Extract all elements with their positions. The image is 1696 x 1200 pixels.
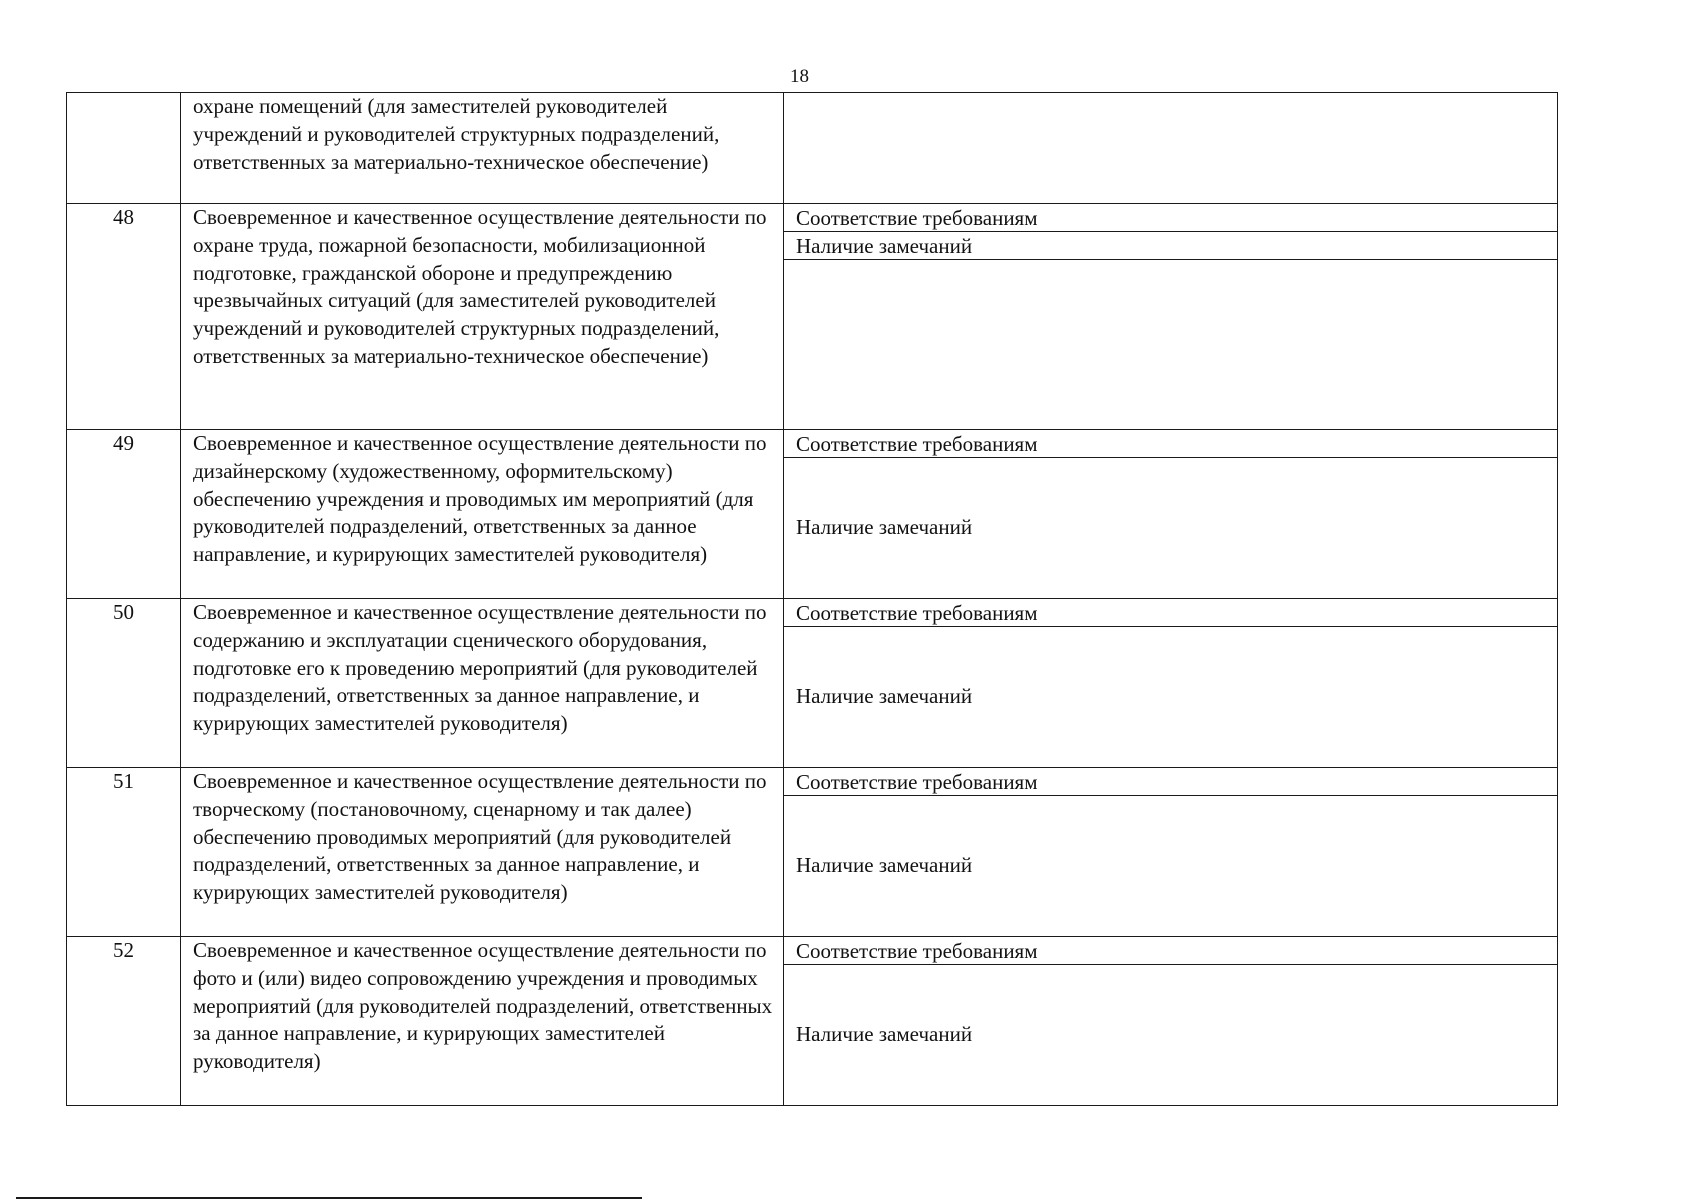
row-number: 52 bbox=[113, 938, 134, 962]
row-description: Своевременное и качественное осуществление деятельности по фото и (или) видео сопровождению учреждения и проводимых мероприятий (для руководителей подразделений, ответственных за данное направление, и курирующих заместителей руководителя) bbox=[193, 938, 773, 1074]
row-criteria-cell bbox=[784, 768, 1558, 937]
row-description-cell bbox=[181, 937, 784, 1106]
criteria-box bbox=[784, 204, 1557, 429]
row-criteria-cell bbox=[784, 93, 1558, 204]
criterion-remarks: Наличие замечаний bbox=[796, 684, 973, 709]
table-row bbox=[67, 937, 1558, 1106]
criterion-remarks: Наличие замечаний bbox=[796, 515, 973, 540]
row-description-cell bbox=[181, 768, 784, 937]
criteria-box bbox=[784, 599, 1557, 767]
criterion-compliance: Соответствие требованиям bbox=[784, 204, 1557, 232]
row-number-cell bbox=[67, 430, 181, 599]
page-number: 18 bbox=[790, 66, 809, 87]
criterion-remarks: Наличие замечаний bbox=[796, 853, 973, 878]
row-description: Своевременное и качественное осуществление деятельности по содержанию и эксплуатации сценического оборудования, подготовке его к проведению мероприятий (для руководителей подразделений, ответственных за данное направление, и курирующих заместителей руководителя) bbox=[193, 600, 767, 736]
criteria-box bbox=[784, 430, 1557, 598]
row-number: 48 bbox=[113, 205, 134, 229]
criterion-remarks: Наличие замечаний bbox=[784, 232, 1557, 260]
criterion-remarks: Наличие замечаний bbox=[796, 1022, 973, 1047]
row-number: 51 bbox=[113, 769, 134, 793]
row-description: охране помещений (для заместителей руководителей учреждений и руководителей структурных подразделений, ответственных за материально-техническое обеспечение) bbox=[193, 94, 720, 174]
row-number-cell bbox=[67, 204, 181, 430]
row-criteria-cell bbox=[784, 204, 1558, 430]
row-number: 49 bbox=[113, 431, 134, 455]
criteria-box bbox=[784, 768, 1557, 936]
row-criteria-cell bbox=[784, 599, 1558, 768]
table-row bbox=[67, 430, 1558, 599]
row-number-cell bbox=[67, 93, 181, 204]
row-number-cell bbox=[67, 768, 181, 937]
table-row bbox=[67, 599, 1558, 768]
criterion-compliance: Соответствие требованиям bbox=[784, 937, 1557, 965]
criteria-table bbox=[66, 92, 1558, 1106]
row-description-cell bbox=[181, 93, 784, 204]
criterion-compliance: Соответствие требованиям bbox=[784, 430, 1557, 458]
criterion-compliance: Соответствие требованиям bbox=[784, 768, 1557, 796]
criterion-empty bbox=[784, 260, 1557, 429]
footer-rule bbox=[16, 1197, 642, 1199]
row-criteria-cell bbox=[784, 430, 1558, 599]
table-row bbox=[67, 204, 1558, 430]
criteria-box bbox=[784, 937, 1557, 1105]
row-description: Своевременное и качественное осуществление деятельности по творческому (постановочному, сценарному и так далее) обеспечению проводимых мероприятий (для руководителей подразделений, ответственных за данное направление, и курирующих заместителей руководителя) bbox=[193, 769, 767, 905]
row-description-cell bbox=[181, 599, 784, 768]
row-description: Своевременное и качественное осуществление деятельности по охране труда, пожарной безопасности, мобилизационной подготовке, гражданской обороне и предупреждению чрезвычайных ситуаций (для заместителей руководителей учреждений и руководителей структурных подразделений, ответственных за материально-техническое обеспечение) bbox=[193, 205, 767, 368]
row-description-cell bbox=[181, 430, 784, 599]
row-criteria-cell bbox=[784, 937, 1558, 1106]
table-row-continuation bbox=[67, 93, 1558, 204]
row-number-cell bbox=[67, 599, 181, 768]
row-number-cell bbox=[67, 937, 181, 1106]
criterion-compliance: Соответствие требованиям bbox=[784, 599, 1557, 627]
row-number: 50 bbox=[113, 600, 134, 624]
table-row bbox=[67, 768, 1558, 937]
row-description-cell bbox=[181, 204, 784, 430]
row-description: Своевременное и качественное осуществление деятельности по дизайнерскому (художественному, оформительскому) обеспечению учреждения и проводимых им мероприятий (для руководителей подразделений, ответственных за данное направление, и курирующих заместителей руководителя) bbox=[193, 431, 767, 567]
